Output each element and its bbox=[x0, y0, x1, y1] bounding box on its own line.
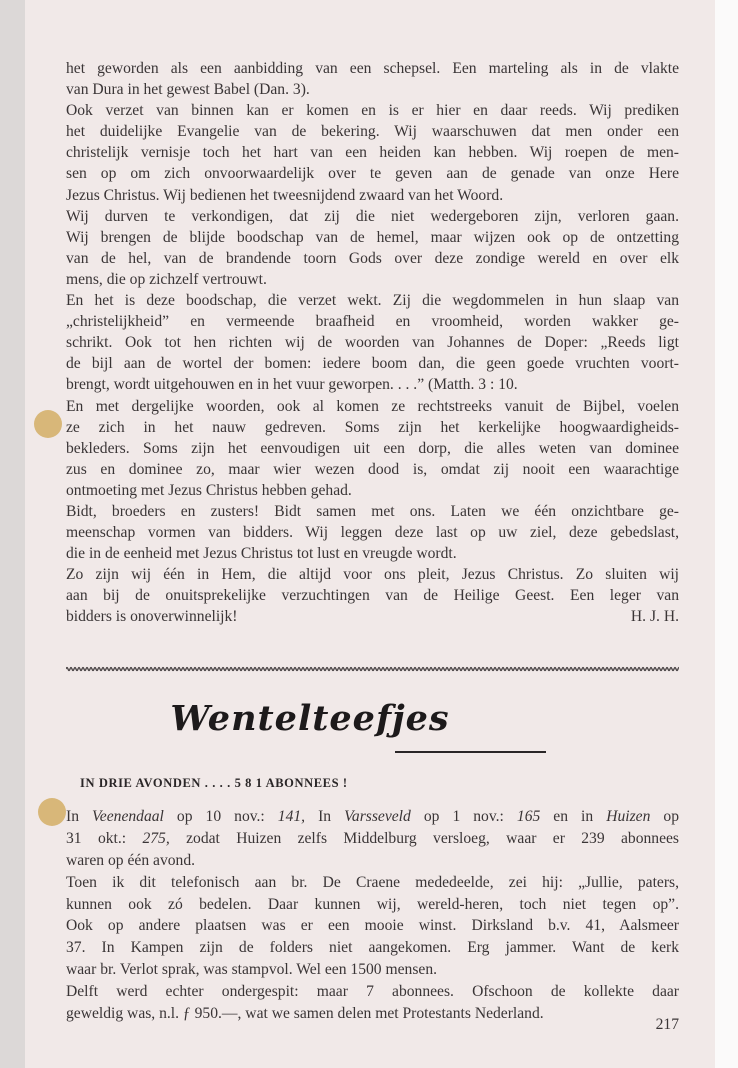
text-line bbox=[66, 163, 679, 184]
punch-hole bbox=[34, 410, 62, 438]
text-line bbox=[66, 585, 679, 606]
line-text: Ook verzet van binnen kan er komen en is er hier en daar reeds. Wij prediken bbox=[66, 102, 679, 120]
text-line bbox=[66, 185, 679, 206]
text-line bbox=[66, 142, 679, 163]
text-line bbox=[66, 501, 679, 522]
line-text: bidders is onoverwinnelijk! bbox=[66, 608, 238, 626]
text-line bbox=[66, 959, 679, 981]
text-segment: op 10 nov.: bbox=[163, 808, 278, 825]
text-segment: en in bbox=[540, 808, 607, 825]
line-text: die in de eenheid met Jezus Christus tot lust en vreugde wordt. bbox=[66, 545, 457, 563]
italic-text: 275, bbox=[142, 829, 170, 847]
text-line bbox=[66, 915, 679, 937]
line-text: het geworden als een aanbidding van een schepsel. Een marteling als in de vlakte bbox=[66, 60, 679, 77]
line-text: aan bij de onuitsprekelijke verzuchtingen van de Heilige Geest. Een leger van bbox=[66, 587, 679, 605]
text-segment: op bbox=[650, 808, 679, 825]
line-text: Toen ik dit telefonisch aan br. De Craene mededeelde, zei hij: „Jullie, paters, bbox=[66, 873, 679, 891]
text-line bbox=[66, 522, 679, 543]
text-segment: 31 okt.: bbox=[66, 829, 143, 847]
article-body bbox=[66, 58, 679, 628]
signature: H. J. H. bbox=[630, 608, 679, 626]
line-text: brengt, wordt uitgehouwen en in het vuur geworpen. . . .” (Matth. 3 : 10. bbox=[66, 376, 518, 394]
wentelteefjes-body bbox=[66, 806, 679, 1025]
text-line bbox=[66, 850, 679, 872]
line-text: bekleders. Soms zijn het eenvoudigen uit een dorp, die alles weten van dominee bbox=[66, 439, 679, 457]
line-text: waar br. Verlot sprak, was stampvol. Wel een 1500 mensen. bbox=[66, 961, 438, 979]
line-text: ontmoeting met Jezus Christus hebben gehad. bbox=[66, 481, 352, 499]
text-line bbox=[66, 480, 679, 501]
text-line bbox=[66, 806, 679, 828]
line-text: 37. In Kampen zijn de folders niet aangekomen. Erg jammer. Want de kerk bbox=[66, 939, 679, 957]
line-text: Zo zijn wij één in Hem, die altijd voor ons pleit, Jezus Christus. Zo sluiten wij bbox=[66, 566, 679, 584]
text-line bbox=[66, 374, 679, 395]
punch-hole bbox=[38, 798, 66, 826]
line-text: Ook op andere plaatsen was er een mooie winst. Dirksland b.v. 41, Aalsmeer bbox=[66, 917, 679, 935]
italic-text: 141, bbox=[277, 808, 306, 825]
text-line bbox=[66, 543, 679, 564]
line-text: geweldig was, n.l. ƒ 950.—, wat we samen delen met Protestants Nederland. bbox=[66, 1005, 544, 1023]
text-line bbox=[66, 396, 679, 417]
text-line bbox=[66, 290, 679, 311]
page-number: 217 bbox=[655, 1016, 679, 1033]
line-text: Delft werd echter ondergespit: maar 7 abonnees. Ofschoon de kollekte daar bbox=[66, 983, 679, 1001]
line-text: van Dura in het gewest Babel (Dan. 3). bbox=[66, 81, 310, 99]
line-text: kunnen ook zó bedelen. Daar kunnen wij, wereld-heren, toch niet tegen op”. bbox=[66, 895, 679, 913]
italic-text: Varsseveld bbox=[344, 808, 411, 825]
line-text: meenschap vormen van bidders. Wij leggen deze last op uw ziel, deze gebedslast, bbox=[66, 524, 679, 542]
text-line bbox=[66, 417, 679, 438]
text-line bbox=[66, 872, 679, 894]
title-underline bbox=[395, 751, 546, 753]
text-line bbox=[66, 332, 679, 353]
page-edge bbox=[715, 0, 738, 1068]
line-text: zus en dominee zo, maar wier wezen dood is, omdat zij nooit een waarachtige bbox=[66, 460, 679, 478]
text-line bbox=[66, 58, 679, 79]
text-segment: zodat Huizen zelfs Middelburg versloeg, waar er 239 abonnees bbox=[169, 829, 679, 847]
text-line bbox=[66, 353, 679, 374]
text-line bbox=[66, 79, 679, 100]
italic-text: Huizen bbox=[606, 808, 651, 825]
text-line bbox=[66, 606, 679, 627]
text-line bbox=[66, 894, 679, 916]
text-line bbox=[66, 269, 679, 290]
text-line bbox=[66, 1003, 679, 1025]
line-text: En met dergelijke woorden, ook al komen ze rechtstreeks vanuit de Bijbel, voelen bbox=[66, 397, 679, 415]
line-text: „christelijkheid” en vermeende braafheid en vroomheid, worden wakker ge- bbox=[66, 313, 679, 331]
wavy-divider bbox=[66, 664, 679, 674]
line-text: Bidt, broeders en zusters! Bidt samen met ons. Laten we één onzichtbare ge- bbox=[66, 502, 679, 520]
line-text: Wij durven te verkondigen, dat zij die niet wedergeboren zijn, verloren gaan. bbox=[66, 207, 679, 225]
text-line bbox=[66, 459, 679, 480]
text-line bbox=[66, 100, 679, 121]
text-line bbox=[66, 311, 679, 332]
text-line bbox=[66, 564, 679, 585]
line-text: sen op om zich onvoorwaardelijk over te geven aan de genade van onze Here bbox=[66, 165, 679, 183]
line-text: ze zich in het nauw gedreven. Soms zijn het kerkelijke hoogwaardigheids- bbox=[66, 418, 679, 436]
line-text: schrikt. Ook tot hen richten wij de woorden van Johannes de Doper: „Reeds ligt bbox=[66, 334, 679, 352]
line-text: christelijk vernisje toch het hart van een heiden kan hebben. Wij roepen de men- bbox=[66, 144, 679, 162]
line-text: van de hel, van de brandende toorn Gods over deze zondige wereld en over elk bbox=[66, 249, 679, 267]
text-line bbox=[66, 438, 679, 459]
section-subheading: IN DRIE AVONDEN . . . . 5 8 1 ABONNEES ! bbox=[80, 776, 348, 790]
line-text: mens, die op zichzelf vertrouwt. bbox=[66, 270, 267, 288]
line-text: waren op één avond. bbox=[66, 851, 196, 869]
italic-text: Veenendaal bbox=[92, 808, 164, 825]
line-text: de bijl aan de wortel der bomen: iedere boom dan, die geen goede vruchten voort- bbox=[66, 355, 679, 373]
line-text: Jezus Christus. Wij bedienen het tweesnijdend zwaard van het Woord. bbox=[66, 186, 504, 204]
line-text: En het is deze boodschap, die verzet wekt. Zij die wegdommelen in hun slaap van bbox=[66, 292, 679, 310]
text-line bbox=[66, 121, 679, 142]
text-segment: In bbox=[305, 808, 345, 825]
text-line bbox=[66, 248, 679, 269]
italic-text: 165 bbox=[516, 808, 541, 825]
section-title: Wentelteefjes bbox=[170, 698, 450, 739]
line-text: Wij brengen de blijde boodschap van de hemel, maar wijzen ook op de ontzetting bbox=[66, 228, 679, 246]
text-line bbox=[66, 828, 679, 850]
text-line bbox=[66, 981, 679, 1003]
text-line bbox=[66, 937, 679, 959]
text-line bbox=[66, 227, 679, 248]
text-line bbox=[66, 206, 679, 227]
text-segment: op 1 nov.: bbox=[410, 808, 517, 825]
text-segment: In bbox=[66, 808, 93, 825]
line-text: het duidelijke Evangelie van de bekering. Wij waarschuwen dat men onder een bbox=[66, 123, 679, 141]
